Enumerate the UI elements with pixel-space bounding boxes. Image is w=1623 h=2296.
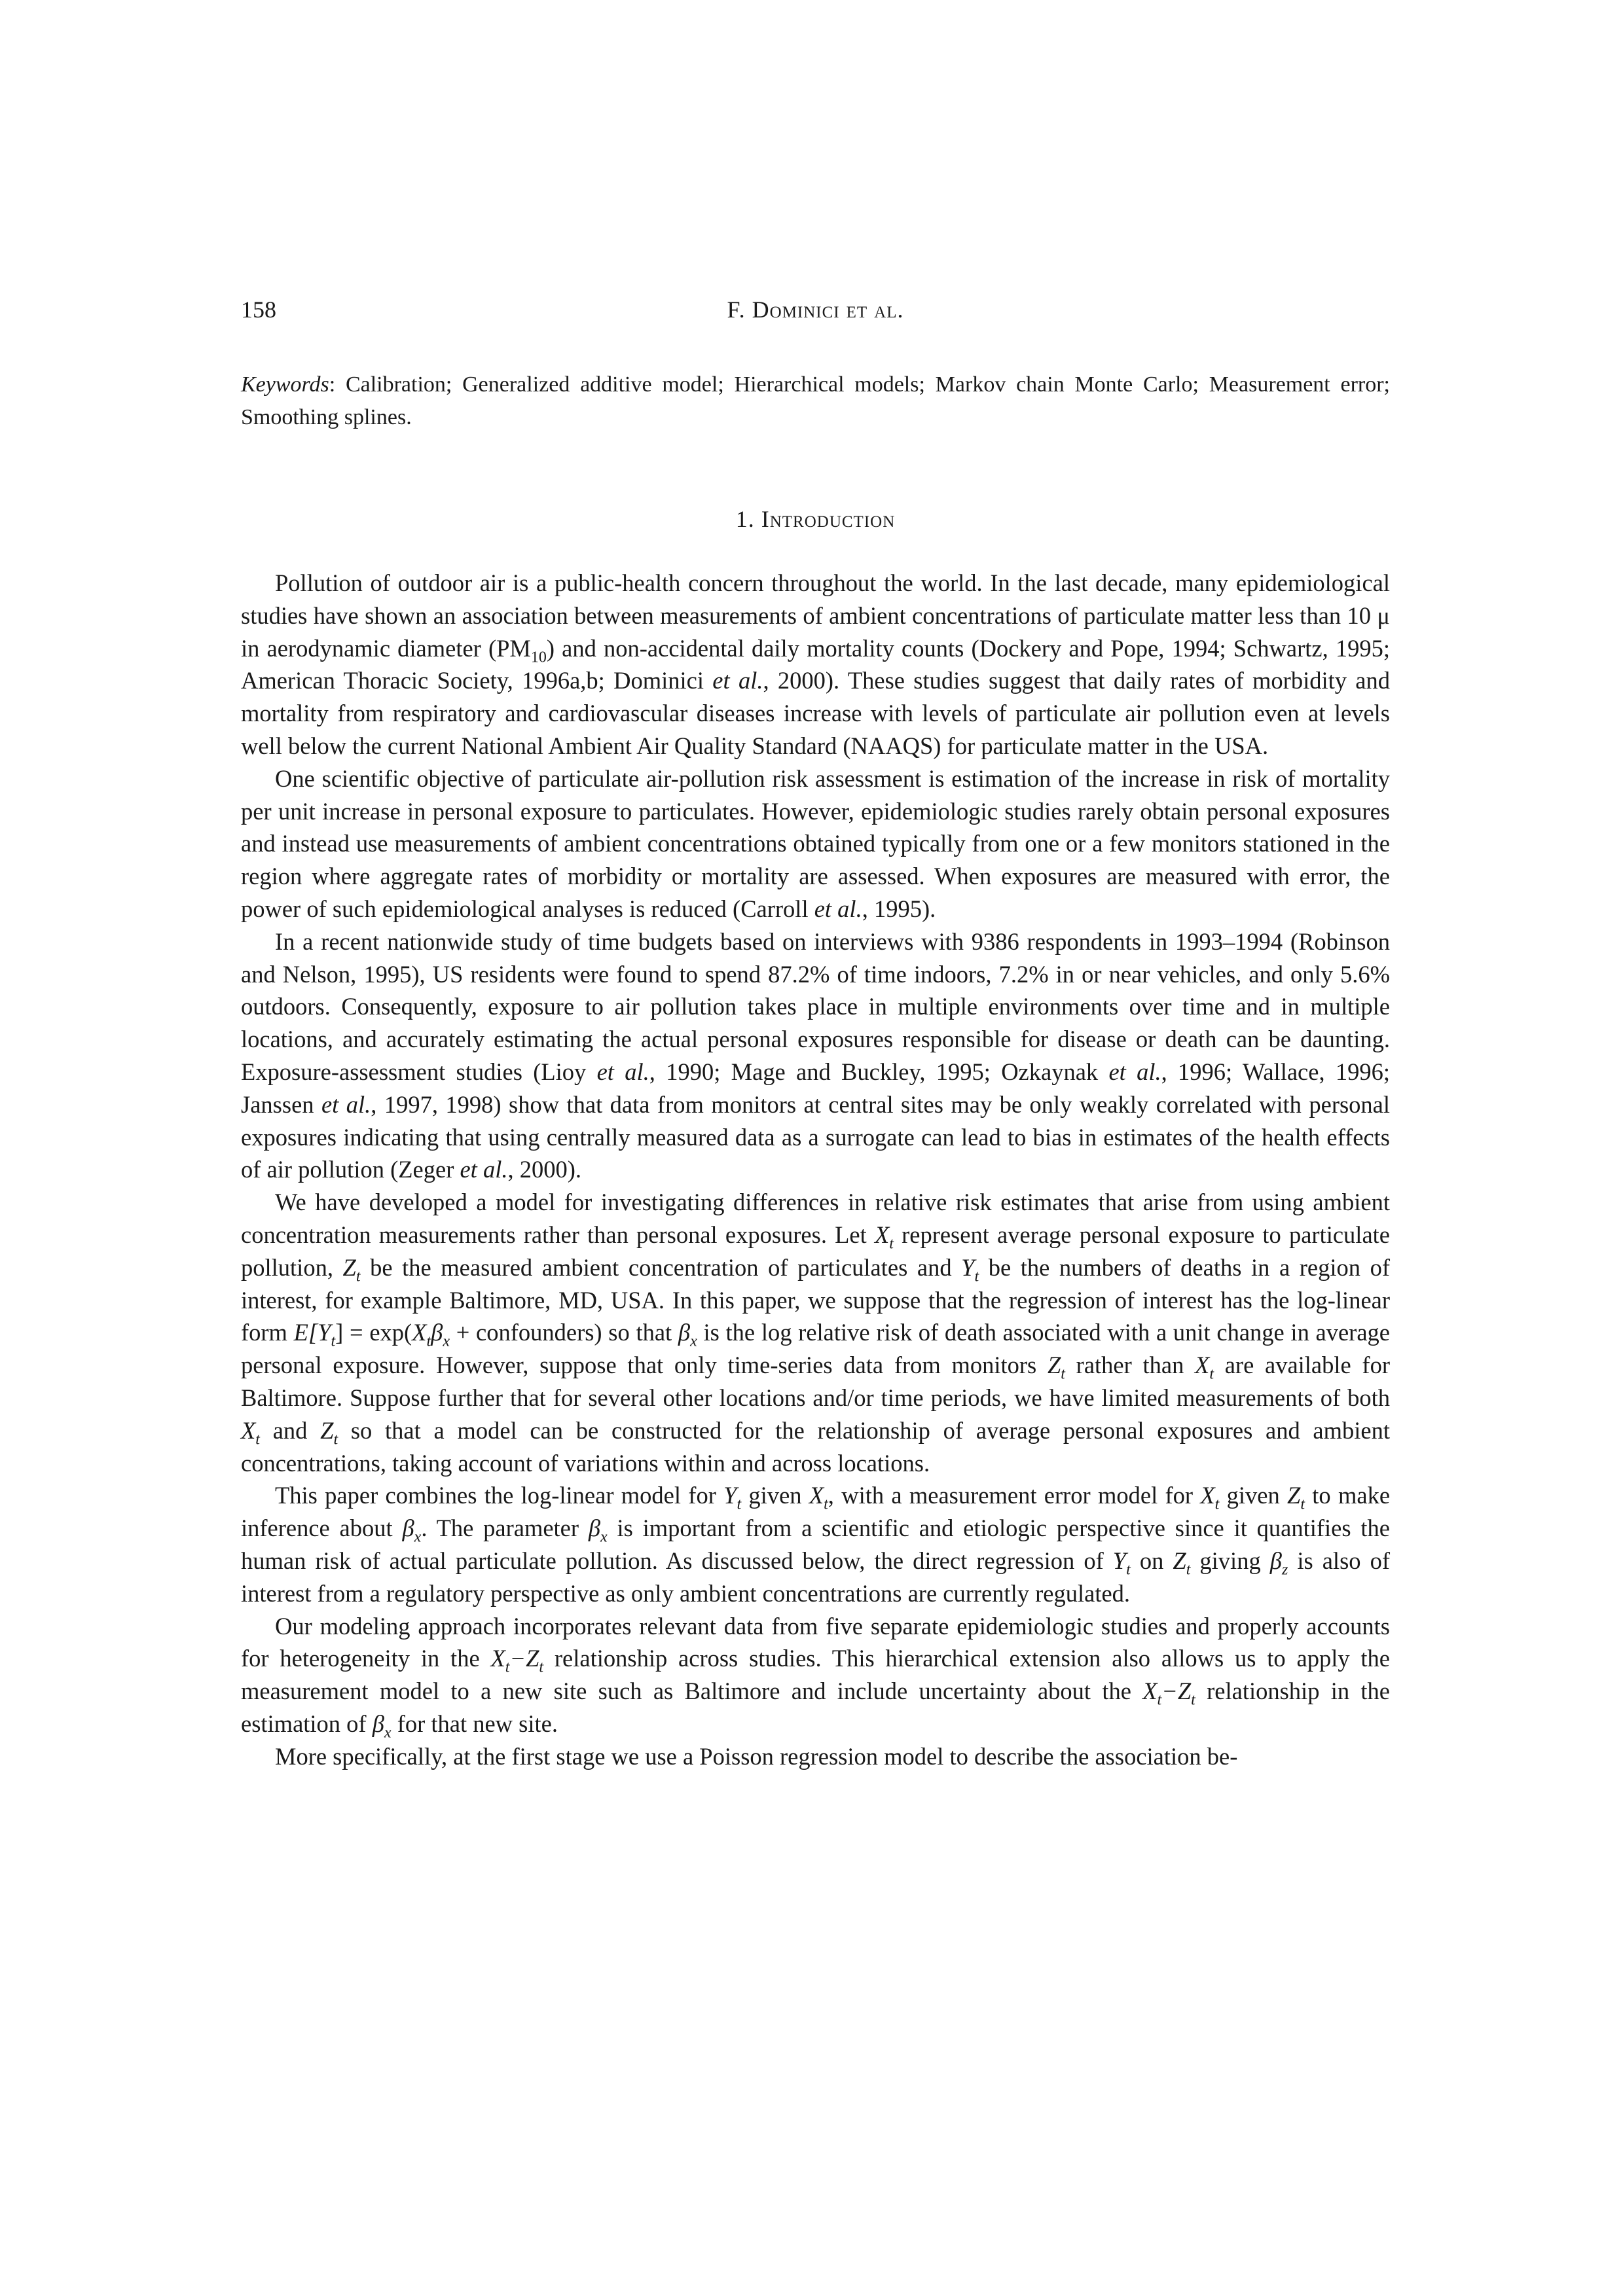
paragraph-4: We have developed a model for investigating differences in relative risk estimates that arise from using ambient concentration measurements rather than personal exposures. Let $X_t$ represent average personal exposure to particulate pollution, $Z_t$ be the measured ambient concentration of particulates and $Y_t$ be the numbers of deaths in a region of interest, for example Baltimore, MD, USA. In this paper, we suppose that the regression of interest has the log-linear form $E[Y_t] = \exp(X_t\beta_x$ + confounders) so that $\beta_x$ is the log relative risk of death associated with a unit change in average personal exposure. However, suppose that only time-series data from monitors $Z_t$ rather than $X_t$ are available for Baltimore. Suppose further that for several other locations and/or time periods, we have limited measurements of both $X_t$ and $Z_t$ so that a model can be constructed for the relationship of average personal exposures and ambient concentrations, taking account of variations within and across locations. [241,1189,1391,1477]
page-number: 158 [241,296,276,323]
paragraph-6: Our modeling approach incorporates relevant data from five separate epidemiologic studies and properly accounts for heterogeneity in the $X_t-Z_t$ relationship across studies. This hierarchical extension also allows us to apply the measurement model to a new site such as Baltimore and include uncertainty about the $X_t-Z_t$ relationship in the estimation of $\beta_x$ for that new site. [241,1612,1391,1742]
keywords [241,368,1390,434]
paragraph-3: In a recent nationwide study of time budgets based on interviews with 9386 respondents in 1993–1994 (Robinson and Nelson, 1995), US residents were found to spend 87.2% of time indoors, 7.2% in or near vehicles, and only 5.6% outdoors. Consequently, exposure to air pollution takes place in multiple environments over time and in multiple locations, and accurately estimating the actual personal exposures responsible for disease or death can be daunting. Exposure-assessment studies (Lioy et al., 1990; Mage and Buckley, 1995; Ozkaynak et al., 1996; Wallace, 1996; Janssen et al., 1997, 1998) show that data from monitors at central sites may be only weakly correlated with personal exposures indicating that using centrally measured data as a surrogate can lead to bias in estimates of the health effects of air pollution (Zeger et al., 2000). [241,927,1391,1183]
keywords-label: Keywords [241,372,329,397]
running-head: F. Dominici et al. [727,296,904,323]
paragraph-5: This paper combines the log-linear model for $Y_t$ given $X_t$, with a measurement error model for $X_t$ given $Z_t$ to make inference about $\beta_x$. The parameter $\beta_x$ is important from a scientific and etiologic perspective since it quantifies the human risk of actual particulate pollution. As discussed below, the direct regression of $Y_t$ on $Z_t$ giving $\beta_z$ is also of interest from a regulatory perspective as only ambient concentrations are currently regulated. [241,1482,1391,1607]
page-header [241,293,1390,326]
section-heading: 1. Introduction [735,506,896,532]
body-text [241,567,1390,1772]
keywords-text: : Calibration; Generalized additive model; Hierarchical models; Markov chain Monte Carlo; Measurement error; Smoothing splines. [241,372,1390,429]
paragraph-2: One scientific objective of particulate air-pollution risk assessment is estimation of the increase in risk of mortality per unit increase in personal exposure to particulates. However, epidemiologic studies rarely obtain personal exposures and instead use measurements of ambient concentrations obtained typically from one or a few monitors stationed in the region where aggregate rates of morbidity or mortality are assessed. When exposures are measured with error, the power of such epidemiological analyses is reduced (Carroll et al., 1995). [241,764,1390,922]
paragraph-7: More specifically, at the first stage we use a Poisson regression model to describe the association be- [275,1742,1238,1770]
paragraph-1: Pollution of outdoor air is a public-health concern throughout the world. In the last decade, many epidemiological studies have shown an association between measurements of ambient concentrations of particulate matter less than 10 μ in aerodynamic diameter $(PM_{10})$ and non-accidental daily mortality counts (Dockery and Pope, 1994; Schwartz, 1995; American Thoracic Society, 1996a,b; Dominici et al., 2000). These studies suggest that daily rates of morbidity and mortality from respiratory and cardiovascular diseases increase with levels of particulate air pollution even at levels well below the current National Ambient Air Quality Standard (NAAQS) for particulate matter in the USA. [241,569,1391,759]
